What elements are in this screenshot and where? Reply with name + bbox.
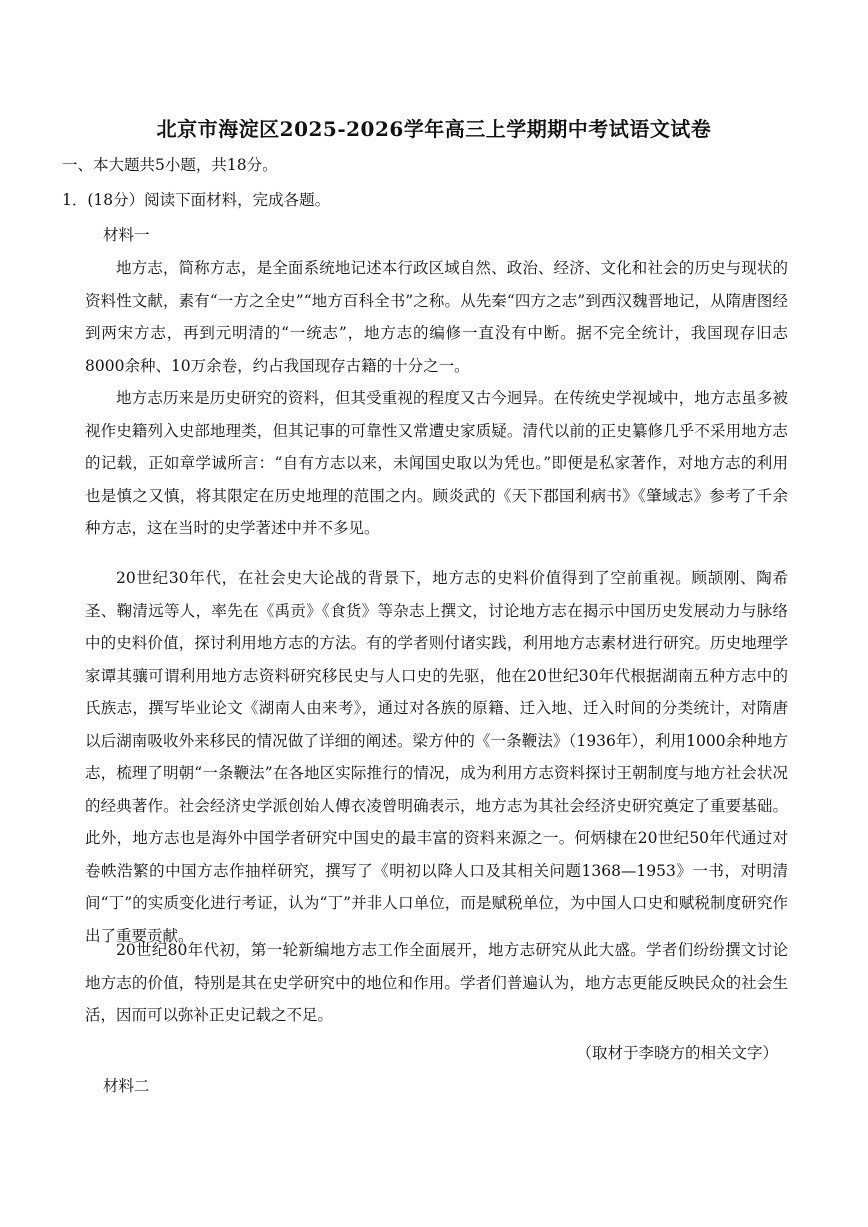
material-1-source: （取材于李晓方的相关文字）: [576, 1044, 778, 1062]
question-intro: 1．(18分）阅读下面材料，完成各题。: [62, 191, 331, 209]
material-2-label: 材料二: [103, 1077, 150, 1095]
material-1-paragraph-2: 地方志历来是历史研究的资料，但其受重视的程度又古今迥异。在传统史学视域中，地方志虽多被视作史籍列入史部地理类，但其记事的可靠性又常遭史家质疑。清代以前的正史纂修几乎不采用地方志的记载，正如章学诚所言：“自有方志以来，未闻国史取以为凭也。”即便是私家著作，对地方志的利用也是慎之又慎，将其限定在历史地理的范围之内。顾炎武的《天下郡国利病书》《肇域志》参考了千余种方志，这在当时的史学著述中并不多见。: [85, 389, 788, 537]
material-1-paragraph-4: 20世纪80年代初，第一轮新编地方志工作全面展开，地方志研究从此大盛。学者们纷纷撰文讨论地方志的价值，特别是其在史学研究中的地位和作用。学者们普遍认为，地方志更能反映民众的社会生活，因而可以弥补正史记载之不足。: [85, 941, 788, 1024]
section-heading: 一、本大题共5小题，共18分。: [62, 156, 278, 174]
material-1-label: 材料一: [103, 226, 150, 244]
material-1-paragraph-3: 20世纪30年代，在社会史大论战的背景下，地方志的史料价值得到了空前重视。顾颉刚、陶希圣、鞠清远等人，率先在《禹贡》《食货》等杂志上撰文，讨论地方志在揭示中国历史发展动力与脉络中的史料价值，探讨利用地方志的方法。有的学者则付诸实践，利用地方志素材进行研究。历史地理学家谭其骧可谓利用地方志资料研究移民史与人口史的先驱，他在20世纪30年代根据湖南五种方志中的氏族志，撰写毕业论文《湖南人由来考》，通过对各族的原籍、迁入地、迁入时间的分类统计，对隋唐以后湖南吸收外来移民的情况做了详细的阐述。梁方仲的《一条鞭法》（1936年），利用1000余种地方志，梳理了明朝“一条鞭法”在各地区实际推行的情况，成为利用方志资料探讨王朝制度与地方社会状况的经典著作。社会经济史学派创始人傅衣凌曾明确表示，地方志为其社会经济史研究奠定了重要基础。此外，地方志也是海外中国学者研究中国史的最丰富的资料来源之一。何炳棣在20世纪50年代通过对卷帙浩繁的中国方志作抽样研究，撰写了《明初以降人口及其相关问题1368—1953》一书，对明清间“丁”的实质变化进行考证，认为“丁”并非人口单位，而是赋税单位，为中国人口史和赋税制度研究作出了重要贡献。: [85, 569, 788, 945]
material-1-paragraph-1: 地方志，简称方志，是全面系统地记述本行政区域自然、政治、经济、文化和社会的历史与现状的资料性文献，素有“一方之全史”“地方百科全书”之称。从先秦“四方之志”到西汉魏晋地记，从隋唐图经到两宋方志，再到元明清的“一统志”，地方志的编修一直没有中断。据不完全统计，我国现存旧志8000余种、10万余卷，约占我国现存古籍的十分之一。: [85, 259, 788, 375]
page-title: 北京市海淀区2025-2026学年高三上学期期中考试语文试卷: [156, 117, 712, 141]
